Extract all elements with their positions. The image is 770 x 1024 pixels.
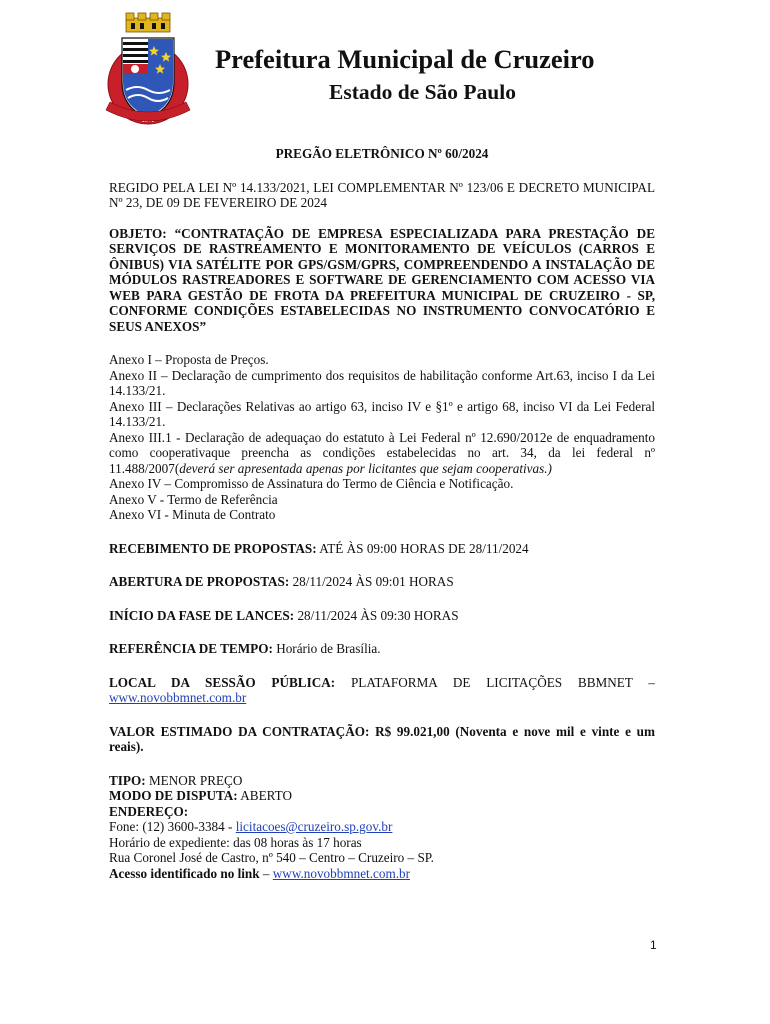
page-number: 1	[650, 938, 657, 952]
local-value: PLATAFORMA DE LICITAÇÕES BBMNET –	[335, 674, 655, 690]
tipo-value: MENOR PREÇO	[145, 772, 243, 788]
recebimento-line	[109, 541, 655, 557]
modo-value: ABERTO	[237, 788, 292, 803]
recebimento-label: RECEBIMENTO DE PROPOSTAS:	[109, 540, 317, 556]
valor-estimado: VALOR ESTIMADO DA CONTRATAÇÃO: R$ 99.021,00 (Noventa e nove mil e vinte e um reais).	[109, 723, 655, 754]
objeto-paragraph: OBJETO: “CONTRATAÇÃO DE EMPRESA ESPECIALIZADA PARA PRESTAÇÃO DE SERVIÇOS DE RASTREAMENTO E MONITORAMENTO DE VEÍCULOS (CARROS E ÔNIBUS) VIA SATÉLITE POR GPS/GSM/GPRS, COMPREENDENDO A INSTALAÇÃO DE MÓDULOS RASTREADORES E SOFTWARE DE GERENCIAMENTO COM ACESSO VIA WEB PARA GESTÃO DE FROTA DA PREFEITURA MUNICIPAL DE CRUZEIRO - SP, CONFORME CONDIÇÕES ESTABELECIDAS NO INSTRUMENTO CONVOCATÓRIO E SEUS ANEXOS”	[109, 225, 655, 334]
inicio-label: INÍCIO DA FASE DE LANCES:	[109, 607, 295, 623]
inicio-line	[109, 608, 655, 624]
anexo-iii1-text: Anexo III.1 - Declaração de adequaçao do estatuto à Lei Federal nº 12.690/2012e de enquadramento como cooperativaque preencha as condições estabelecidas no art. 34, da lei federal nº 11.488/2007(	[109, 429, 655, 476]
list-item: Anexo IV – Compromisso de Assinatura do Termo de Ciência e Notificação.	[109, 476, 514, 491]
inicio-value: 28/11/2024 ÀS 09:30 HORAS	[294, 607, 459, 623]
abertura-line	[109, 574, 655, 590]
doc-heading: PREGÃO ELETRÔNICO Nº 60/2024	[275, 146, 489, 161]
referencia-value: Horário de Brasília.	[272, 641, 381, 656]
anexo-iii1-italic-note: deverá ser apresentada apenas por licitantes que sejam cooperativas.)	[179, 460, 552, 476]
regido-paragraph: REGIDO PELA LEI Nº 14.133/2021, LEI COMPLEMENTAR Nº 123/06 E DECRETO MUNICIPAL Nº 23, DE 09 DE FEVEREIRO DE 2024	[109, 179, 655, 210]
document-body	[109, 146, 655, 881]
list-item: Anexo III – Declarações Relativas ao artigo 63, inciso IV e §1º e artigo 68, inciso VI da Lei Federal 14.133/21.	[109, 398, 655, 429]
list-item: Anexo V - Termo de Referência	[109, 491, 278, 507]
page-subtitle: Estado de São Paulo	[329, 80, 516, 104]
bbmnet-link[interactable]: www.novobbmnet.com.br	[109, 690, 247, 705]
fone-line	[109, 819, 655, 835]
list-item: Anexo VI - Minuta de Contrato	[109, 507, 276, 522]
referencia-line	[109, 641, 655, 657]
endereco-line	[109, 804, 655, 820]
municipal-crest-logo	[104, 12, 192, 130]
acesso-line	[109, 866, 655, 882]
list-item: Anexo II – Declaração de cumprimento dos requisitos de habilitação conforme Art.63, inciso I da Lei 14.133/21.	[109, 367, 655, 398]
anexos-list	[109, 352, 655, 523]
address-line: Rua Coronel José de Castro, nº 540 – Centro – Cruzeiro – SP.	[109, 850, 434, 865]
horario-line: Horário de expediente: das 08 horas às 17 horas	[109, 834, 362, 850]
modo-label: MODO DE DISPUTA:	[109, 788, 238, 803]
acesso-label: Acesso identificado no link	[109, 865, 260, 881]
page-title: Prefeitura Municipal de Cruzeiro	[215, 44, 595, 74]
tipo-label: TIPO:	[109, 772, 146, 788]
referencia-label: REFERÊNCIA DE TEMPO:	[109, 641, 273, 656]
recebimento-value: ATÉ ÀS 09:00 HORAS DE 28/11/2024	[316, 540, 529, 556]
tipo-line	[109, 773, 655, 789]
modo-line	[109, 788, 655, 804]
list-item	[109, 430, 655, 477]
acesso-link[interactable]: www.novobbmnet.com.br	[272, 865, 410, 881]
acesso-sep: –	[259, 865, 273, 881]
local-label: LOCAL DA SESSÃO PÚBLICA:	[109, 674, 336, 690]
abertura-label: ABERTURA DE PROPOSTAS:	[109, 574, 290, 589]
list-item: Anexo I – Proposta de Preços.	[109, 352, 269, 367]
endereco-label: ENDEREÇO:	[109, 803, 189, 819]
local-line	[109, 675, 655, 706]
email-link[interactable]: licitacoes@cruzeiro.sp.gov.br	[235, 819, 393, 834]
fone-text: Fone: (12) 3600-3384 -	[109, 819, 236, 834]
abertura-value: 28/11/2024 ÀS 09:01 HORAS	[289, 574, 454, 589]
